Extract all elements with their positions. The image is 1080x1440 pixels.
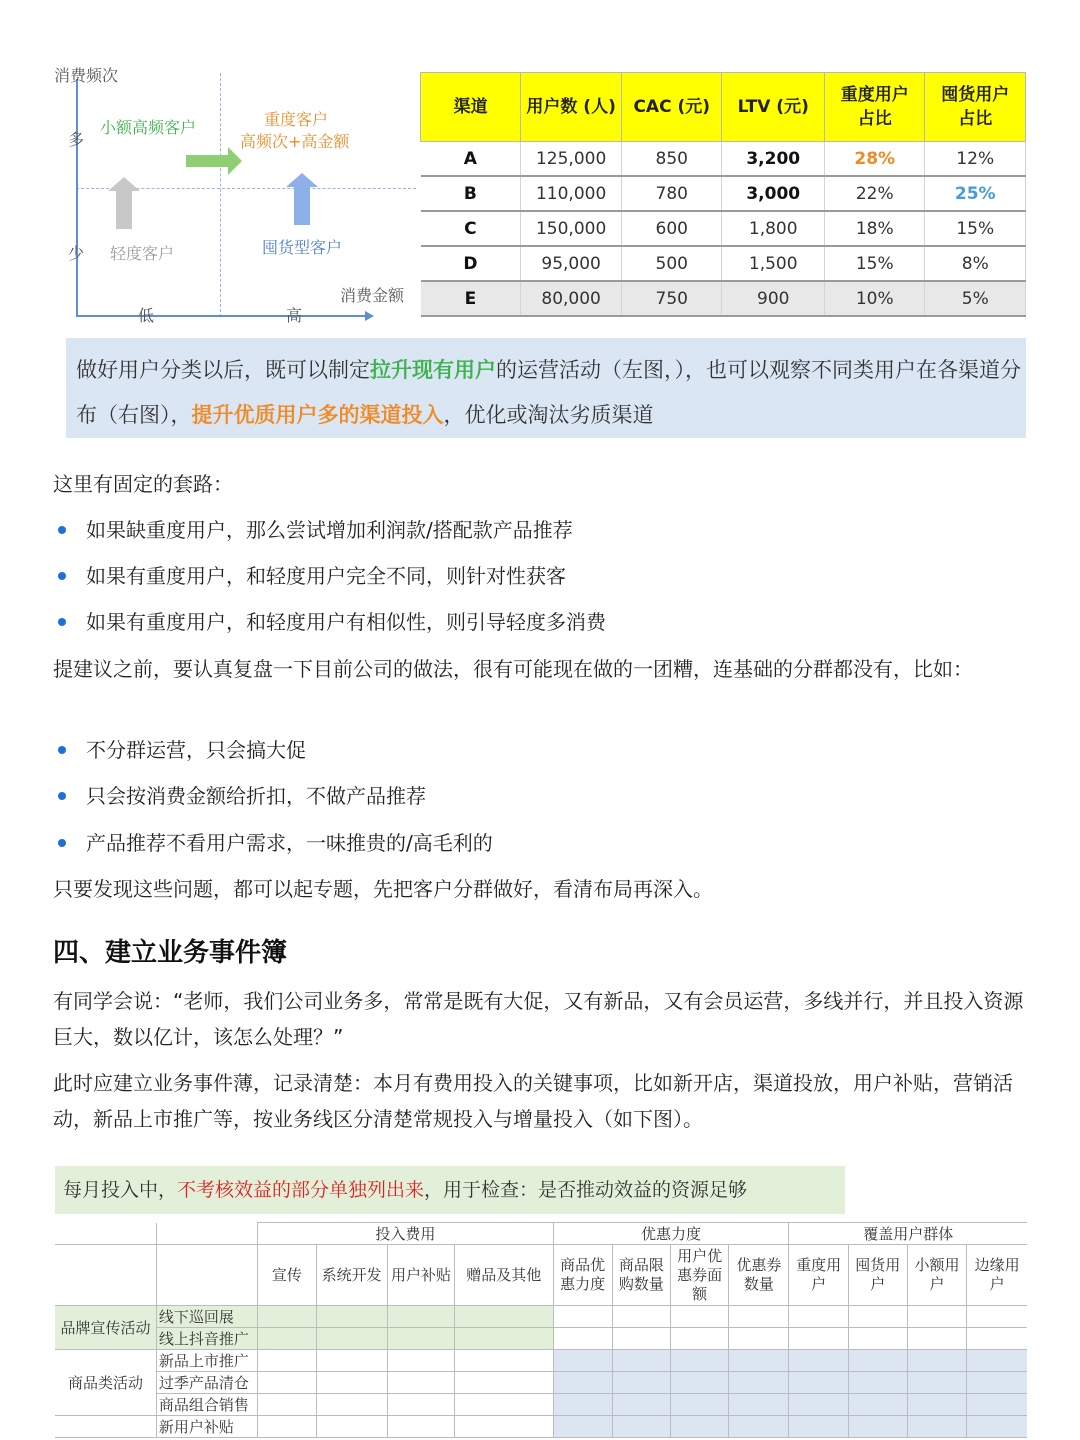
table-cell <box>967 1328 1027 1350</box>
table-cell <box>387 1306 454 1328</box>
business-event-table <box>55 1222 1027 1438</box>
cell-stockpile-ratio: 8% <box>925 246 1026 281</box>
cell-cac: 500 <box>622 246 722 281</box>
table-cell <box>670 1416 728 1438</box>
user-segmentation-callout <box>66 338 1026 438</box>
table-cell <box>553 1394 612 1416</box>
column-header: 边缘用户 <box>967 1245 1027 1306</box>
column-header: 商品限购数量 <box>612 1245 670 1306</box>
table-cell <box>789 1372 848 1394</box>
column-header: 囤货用户 <box>848 1245 907 1306</box>
list-item <box>53 604 606 640</box>
table-cell <box>316 1372 387 1394</box>
header-users: 用户数 (人) <box>521 73 622 142</box>
callout-text-3: ，优化或淘汰劣质渠道 <box>443 403 654 427</box>
table-cell <box>907 1416 966 1438</box>
table-cell <box>316 1306 387 1328</box>
table-cell <box>387 1350 454 1372</box>
cell-ltv: 1,800 <box>722 211 825 246</box>
corner-cell <box>156 1223 257 1245</box>
table-cell <box>612 1306 670 1328</box>
bullet-icon <box>58 746 66 754</box>
table-row <box>421 281 1026 316</box>
cell-cac: 600 <box>622 211 722 246</box>
table-cell <box>789 1306 848 1328</box>
user-quadrant-diagram <box>40 55 420 335</box>
bullet-icon <box>58 792 66 800</box>
table-cell <box>729 1306 789 1328</box>
table-cell <box>967 1394 1027 1416</box>
list-item <box>53 778 426 814</box>
table-cell <box>387 1372 454 1394</box>
table-cell <box>387 1328 454 1350</box>
list-item <box>53 512 573 548</box>
list-item-text: 产品推荐不看用户需求，一味推贵的/高毛利的 <box>86 831 493 855</box>
table-cell <box>907 1306 966 1328</box>
cell-heavy-ratio: 15% <box>825 246 925 281</box>
table-cell <box>612 1328 670 1350</box>
list-item <box>53 732 306 768</box>
table-row <box>55 1394 1027 1416</box>
table-cell <box>258 1328 316 1350</box>
table-cell <box>670 1350 728 1372</box>
header-stockpile-ratio: 囤货用户 占比 <box>925 73 1026 142</box>
category-user <box>55 1416 156 1438</box>
quadrant-arrows <box>40 55 420 335</box>
table-cell <box>789 1328 848 1350</box>
cell-heavy-ratio: 22% <box>825 176 925 211</box>
table-cell <box>848 1350 907 1372</box>
corner-cell <box>156 1245 257 1306</box>
table-cell <box>670 1372 728 1394</box>
cell-channel: B <box>421 176 521 211</box>
callout-text-2: 的运营活动（左图，），也可以观察不同类用户在各渠道分布（右图）， <box>76 358 1021 427</box>
table-cell <box>670 1328 728 1350</box>
table-cell <box>612 1350 670 1372</box>
paragraph-question: 有同学会说：“老师，我们公司业务多，常常是既有大促，又有新品，又有会员运营，多线并行，并且投入资源巨大，数以亿计，该怎么处理？” <box>53 989 1024 1049</box>
bullet-icon <box>58 526 66 534</box>
category-brand: 品牌宣传活动 <box>55 1306 156 1350</box>
y-high-label: 多 <box>68 130 85 149</box>
callout-text-1: 做好用户分类以后，既可以制定 <box>76 358 370 382</box>
cell-ltv: 3,000 <box>722 176 825 211</box>
column-header: 优惠券数量 <box>729 1245 789 1306</box>
table-cell <box>387 1416 454 1438</box>
table-cell <box>455 1328 553 1350</box>
cell-stockpile-ratio: 12% <box>925 142 1026 177</box>
table-row <box>421 142 1026 177</box>
table-cell <box>789 1416 848 1438</box>
list-item-text: 只会按消费金额给折扣，不做产品推荐 <box>86 784 426 808</box>
group-coverage: 覆盖用户群体 <box>789 1223 1027 1245</box>
quadrant-heavy-title: 重度客户 <box>264 110 329 129</box>
table-cell <box>553 1328 612 1350</box>
cell-channel: D <box>421 246 521 281</box>
table-row <box>55 1328 1027 1350</box>
bullet-icon <box>58 618 66 626</box>
table-cell <box>258 1350 316 1372</box>
row-label: 线下巡回展 <box>156 1306 257 1328</box>
table-row <box>421 246 1026 281</box>
column-header: 小额用户 <box>907 1245 966 1306</box>
table-cell <box>848 1306 907 1328</box>
quadrant-stockpile: 囤货型客户 <box>262 238 343 257</box>
arrow-up-gray-icon <box>108 177 140 229</box>
cell-ltv: 1,500 <box>722 246 825 281</box>
cell-heavy-ratio: 10% <box>825 281 925 316</box>
table-row <box>55 1350 1027 1372</box>
table-cell <box>907 1328 966 1350</box>
table-cell <box>789 1394 848 1416</box>
table-cell <box>907 1350 966 1372</box>
event-table-column-header <box>55 1245 1027 1306</box>
y-low-label: 少 <box>68 244 85 263</box>
row-label: 线上抖音推广 <box>156 1328 257 1350</box>
table-cell <box>729 1350 789 1372</box>
quadrant-small-frequent: 小额高频客户 <box>100 118 197 137</box>
cell-heavy-ratio: 18% <box>825 211 925 246</box>
column-header: 用户补贴 <box>387 1245 454 1306</box>
table-cell <box>258 1416 316 1438</box>
table-cell <box>729 1372 789 1394</box>
column-header: 用户优惠券面额 <box>670 1245 728 1306</box>
row-label: 新用户补贴 <box>156 1416 257 1438</box>
list-item-text: 如果缺重度用户，那么尝试增加利润款/搭配款产品推荐 <box>86 518 573 542</box>
column-header: 宣传 <box>258 1245 316 1306</box>
category-product: 商品类活动 <box>55 1350 156 1416</box>
callout-green-highlight: 拉升现有用户 <box>370 358 496 382</box>
channel-table <box>420 72 1026 317</box>
paragraph-event-book: 此时应建立业务事件薄，记录清楚：本月有费用投入的关键事项，比如新开店，渠道投放，用户补贴，营销活动，新品上市推广等，按业务线区分清楚常规投入与增量投入（如下图）。 <box>53 1071 1013 1131</box>
cell-ltv: 900 <box>722 281 825 316</box>
header-cac: CAC (元) <box>622 73 722 142</box>
corner-cell <box>55 1245 156 1306</box>
quadrant-light: 轻度客户 <box>110 244 175 263</box>
cell-users: 95,000 <box>521 246 622 281</box>
table-cell <box>455 1306 553 1328</box>
row-label: 商品组合销售 <box>156 1394 257 1416</box>
table-cell <box>612 1372 670 1394</box>
x-high-label: 高 <box>286 306 303 325</box>
cell-users: 150,000 <box>521 211 622 246</box>
table-cell <box>967 1416 1027 1438</box>
table-cell <box>387 1394 454 1416</box>
group-discount: 优惠力度 <box>553 1223 789 1245</box>
cell-users: 125,000 <box>521 142 622 177</box>
table-cell <box>848 1416 907 1438</box>
table-cell <box>848 1372 907 1394</box>
table-cell <box>907 1372 966 1394</box>
table-cell <box>729 1328 789 1350</box>
table-cell <box>553 1416 612 1438</box>
table-cell <box>670 1306 728 1328</box>
table-cell <box>455 1350 553 1372</box>
table-cell <box>848 1394 907 1416</box>
list-item-text: 如果有重度用户，和轻度用户完全不同，则针对性获客 <box>86 564 566 588</box>
table-cell <box>553 1350 612 1372</box>
cell-cac: 850 <box>622 142 722 177</box>
paragraph-conclusion: 只要发现这些问题，都可以起专题，先把客户分群做好，看清布局再深入。 <box>53 877 713 901</box>
table-row <box>421 176 1026 211</box>
green-callout-red-highlight: 不考核效益的部分单独列出来 <box>177 1179 425 1201</box>
x-low-label: 低 <box>138 306 155 325</box>
paragraph-routine-intro: 这里有固定的套路： <box>53 472 233 496</box>
table-cell <box>612 1416 670 1438</box>
cell-channel: E <box>421 281 521 316</box>
table-row <box>55 1306 1027 1328</box>
callout-orange-highlight: 提升优质用户多的渠道投入 <box>191 403 444 427</box>
cell-stockpile-ratio: 15% <box>925 211 1026 246</box>
table-cell <box>907 1394 966 1416</box>
table-cell <box>729 1394 789 1416</box>
y-axis-label: 消费频次 <box>54 66 119 85</box>
green-callout-text-2: ，用于检查：是否推动效益的资源足够 <box>424 1179 748 1201</box>
table-cell <box>729 1416 789 1438</box>
green-callout-text-1: 每月投入中， <box>63 1179 178 1201</box>
table-cell <box>612 1394 670 1416</box>
channel-table-header <box>421 73 1026 142</box>
list-item <box>53 825 493 861</box>
table-cell <box>455 1394 553 1416</box>
table-cell <box>316 1328 387 1350</box>
cell-heavy-ratio: 28% <box>825 142 925 177</box>
cell-stockpile-ratio: 25% <box>925 176 1026 211</box>
header-channel: 渠道 <box>421 73 521 142</box>
table-cell <box>258 1372 316 1394</box>
cell-users: 110,000 <box>521 176 622 211</box>
table-cell <box>455 1372 553 1394</box>
table-cell <box>455 1416 553 1438</box>
table-cell <box>789 1350 848 1372</box>
cell-channel: A <box>421 142 521 177</box>
row-label: 过季产品清仓 <box>156 1372 257 1394</box>
table-cell <box>848 1328 907 1350</box>
table-cell <box>316 1394 387 1416</box>
table-cell <box>258 1306 316 1328</box>
quadrant-heavy-subtitle: 高频次+高金额 <box>240 132 350 151</box>
bullet-icon <box>58 572 66 580</box>
cell-users: 80,000 <box>521 281 622 316</box>
column-header: 商品优惠力度 <box>553 1245 612 1306</box>
event-table-group-header <box>55 1223 1027 1245</box>
column-header: 系统开发 <box>316 1245 387 1306</box>
cell-stockpile-ratio: 5% <box>925 281 1026 316</box>
table-cell <box>553 1306 612 1328</box>
list-item-text: 不分群运营，只会搞大促 <box>86 738 306 762</box>
table-cell <box>670 1394 728 1416</box>
group-investment: 投入费用 <box>258 1223 553 1245</box>
list-item <box>53 558 566 594</box>
table-cell <box>967 1372 1027 1394</box>
header-ltv: LTV (元) <box>722 73 825 142</box>
column-header: 重度用户 <box>789 1245 848 1306</box>
table-row <box>421 211 1026 246</box>
table-cell <box>316 1350 387 1372</box>
arrow-right-green-icon <box>186 147 242 175</box>
corner-cell <box>55 1223 156 1245</box>
section-heading: 四、建立业务事件簿 <box>53 938 288 968</box>
table-cell <box>258 1394 316 1416</box>
row-label: 新品上市推广 <box>156 1350 257 1372</box>
cell-cac: 750 <box>622 281 722 316</box>
list-item-text: 如果有重度用户，和轻度用户有相似性，则引导轻度多消费 <box>86 610 606 634</box>
table-cell <box>316 1416 387 1438</box>
cell-ltv: 3,200 <box>722 142 825 177</box>
table-cell <box>967 1306 1027 1328</box>
table-cell <box>967 1350 1027 1372</box>
bullet-icon <box>58 839 66 847</box>
paragraph-review-advice: 提建议之前，要认真复盘一下目前公司的做法，很有可能现在做的一团糟，连基础的分群都没有，比如： <box>53 657 973 681</box>
table-row <box>55 1372 1027 1394</box>
x-axis-label: 消费金额 <box>340 286 405 305</box>
table-cell <box>553 1372 612 1394</box>
column-header: 赠品及其他 <box>455 1245 553 1306</box>
cell-channel: C <box>421 211 521 246</box>
arrow-up-blue-icon <box>286 173 318 225</box>
cell-cac: 780 <box>622 176 722 211</box>
monthly-investment-callout <box>55 1166 845 1214</box>
table-row <box>55 1416 1027 1438</box>
header-heavy-ratio: 重度用户 占比 <box>825 73 925 142</box>
